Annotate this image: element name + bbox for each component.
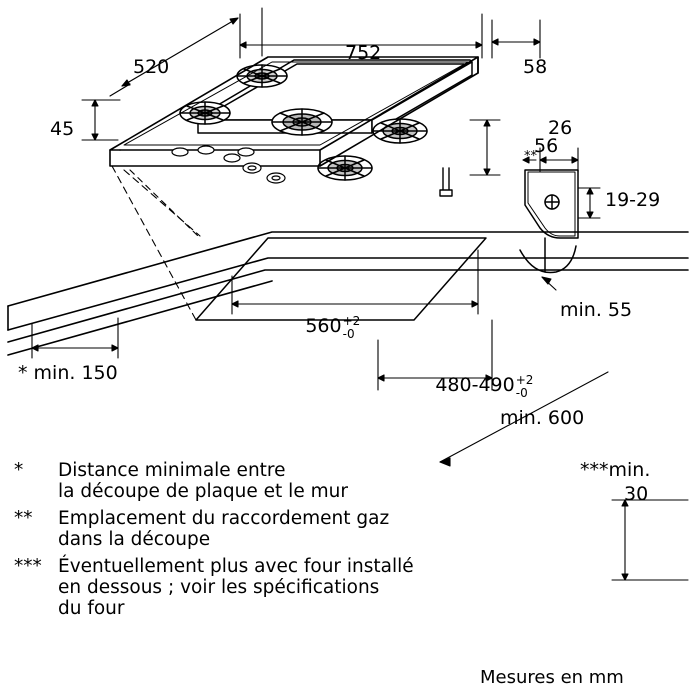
cutout-depth-tol-minus: -0 (515, 385, 528, 400)
legend-marker: *** (14, 556, 42, 577)
dimension-hob-depth: 520 (133, 56, 170, 78)
dimension-below-min-value: 30 (624, 483, 649, 505)
legend-line: Emplacement du raccordement gaz (58, 508, 390, 529)
legend-text (58, 460, 348, 502)
dimension-hob-width: 752 (345, 42, 382, 64)
legend-item (14, 460, 574, 502)
cutout-width-tol-minus: -0 (342, 326, 355, 341)
cutout-depth-tol-plus: +2 (515, 373, 534, 387)
dimension-wall-min: * min. 150 (18, 362, 118, 384)
legend-line: en dessous ; voir les spécifications (58, 577, 380, 598)
dimension-hob-right-offset: 58 (523, 56, 548, 78)
dimension-worktop-min: min. 600 (500, 407, 585, 429)
dimension-bracket-min: min. 55 (560, 299, 633, 321)
legend-item (14, 508, 574, 550)
cutout-width-tol-plus: +2 (342, 314, 361, 328)
legend-marker: * (14, 460, 24, 481)
legend-line: Distance minimale entre (58, 460, 286, 481)
dimension-hob-front-height: 56 (534, 135, 559, 157)
cutout-depth-tolerance (516, 374, 534, 399)
gas-connection-marker: ** (524, 149, 537, 164)
legend-block (14, 460, 574, 619)
legend-marker: ** (14, 508, 33, 529)
legend-text (58, 556, 414, 619)
dimension-hob-left-offset: 45 (50, 118, 75, 140)
dimension-bracket-width: 26 (548, 117, 573, 139)
units-note: Mesures en mm (480, 667, 624, 688)
legend-text (58, 508, 389, 550)
dimension-below-min-label: ***min. (580, 459, 651, 481)
legend-line: dans la découpe (58, 529, 211, 550)
legend-line: Éventuellement plus avec four installé (58, 556, 414, 577)
legend-line: la découpe de plaque et le mur (58, 481, 348, 502)
dimension-cutout-width: 560 (305, 315, 342, 338)
cutout-width-tolerance (343, 315, 361, 340)
dimension-bracket-height-range: 19-29 (605, 189, 661, 211)
legend-line: du four (58, 598, 125, 619)
legend-item (14, 556, 574, 619)
dimension-cutout-width-group (285, 296, 360, 359)
dimension-cutout-depth: 480-490 (435, 374, 515, 397)
